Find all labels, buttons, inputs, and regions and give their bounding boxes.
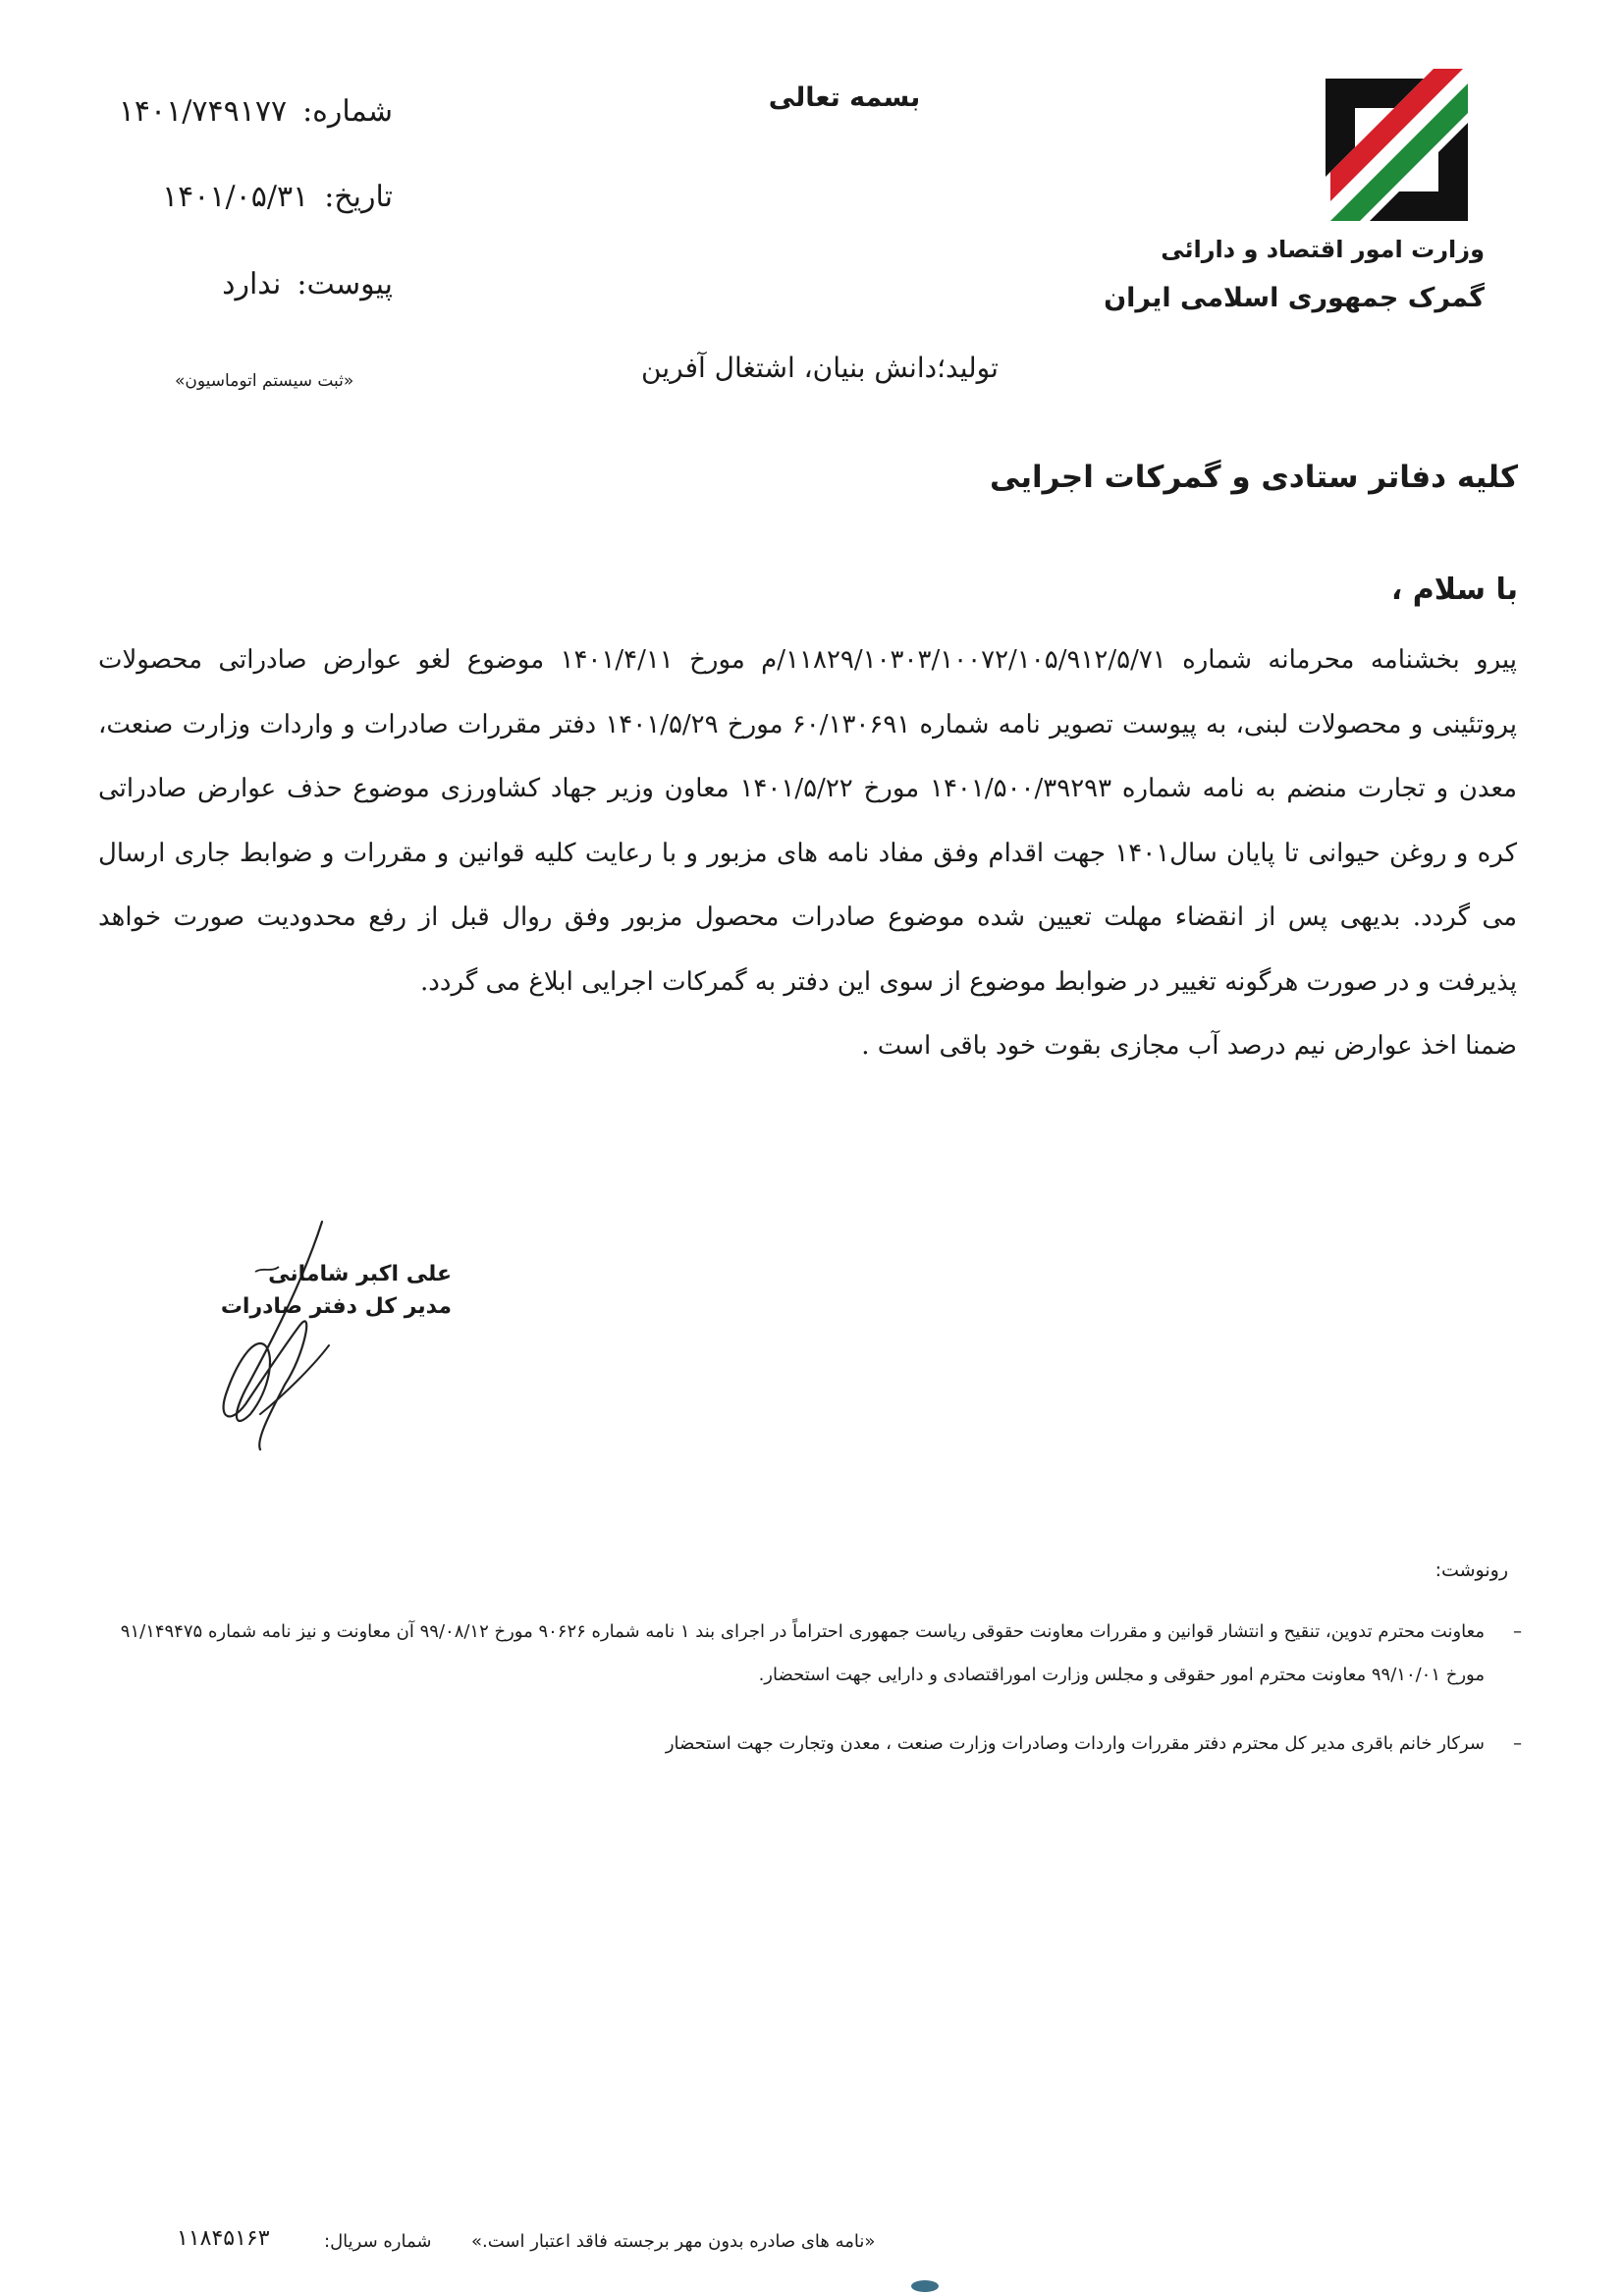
date-label: تاریخ:: [324, 180, 393, 214]
ministry-name: وزارت امور اقتصاد و دارائی: [1161, 236, 1485, 263]
letter-attachment: [59, 267, 393, 301]
greeting: با سلام ،: [1390, 573, 1518, 607]
body-paragraph: پیرو بخشنامه محرمانه شماره ۱۱۸۲۹/۱۰۳۰۳/۱۰۰۷۲/۱۰۵/۹۱۲/۵/۷۱/م مورخ ۱۴۰۱/۴/۱۱ موضوع لغو عوارض صادراتی محصولات پروتئینی و محصولات لبنی، به پیوست تصویر نامه شماره ۶۰/۱۳۰۶۹۱ مورخ ۱۴۰۱/۵/۲۹ دفتر مقررات صادرات و واردات وزارت صنعت، معدن و تجارت منضم به نامه شماره ۱۴۰۱/۵۰۰/۳۹۲۹۳ مورخ ۱۴۰۱/۵/۲۲ معاون وزیر جهاد کشاورزی موضوع حذف عوارض صادراتی کره و روغن حیوانی تا پایان سال۱۴۰۱ جهت اقدام وفق مفاد نامه های مزبور و با رعایت کلیه قوانین و مقررات و ضوابط جاری ارسال می گردد. بدیهی پس از انقضاء مهلت تعیین شده موضوع صادرات محصول مزبور وفق روال قبل از رفع محدودیت صورت خواهد پذیرفت و در صورت هرگونه تغییر در ضوابط موضوع از سوی این دفتر به گمرکات اجرایی ابلاغ می گردد.: [98, 645, 1518, 997]
letter-body: [98, 629, 1517, 1079]
attachment-value: ندارد: [222, 267, 282, 301]
number-label: شماره:: [302, 94, 393, 129]
cc-item: [108, 1722, 1522, 1766]
cc-item: [108, 1611, 1522, 1697]
signature-scribble: [206, 1218, 461, 1453]
cc-dash: –: [1513, 1733, 1522, 1754]
number-value: ۱۴۰۱/۷۴۹۱۷۷: [118, 94, 288, 129]
body-note: ضمنا اخذ عوارض نیم درصد آب مجازی بقوت خود باقی است .: [861, 1031, 1517, 1061]
date-value: ۱۴۰۱/۰۵/۳۱: [162, 180, 309, 214]
automation-registration: «ثبت سیستم اتوماسیون»: [175, 371, 354, 391]
serial-label: شماره سریال:: [324, 2231, 432, 2252]
cc-item-text: سرکار خانم باقری مدیر کل محترم دفتر مقررات واردات وصادرات وزارت صنعت ، معدن وتجارت جهت استحضار: [665, 1733, 1485, 1754]
recipient: کلیه دفاتر ستادی و گمرکات اجرایی: [989, 460, 1518, 495]
letter-date: [59, 180, 393, 214]
signer-title: مدیر کل دفتر صادرات: [220, 1294, 452, 1319]
cc-label: رونوشت:: [1435, 1559, 1508, 1581]
customs-logo: [1316, 69, 1478, 231]
bismillah: بسمه تعالی: [768, 82, 921, 113]
customs-name: گمرک جمهوری اسلامی ایران: [1104, 283, 1485, 313]
cc-list: [108, 1611, 1522, 1791]
letter-number: [59, 94, 393, 129]
motto: تولید؛دانش بنیان، اشتغال آفرین: [641, 352, 999, 384]
stamp-dot: [911, 2280, 939, 2292]
signer-name: علی اکبر شامانی: [268, 1262, 452, 1286]
validity-note: «نامه های صادره بدون مهر برجسته فاقد اعتبار است.»: [471, 2231, 876, 2252]
attachment-label: پیوست:: [297, 267, 393, 301]
cc-item-text: معاونت محترم تدوین، تنقیح و انتشار قوانین و مقررات معاونت حقوقی ریاست جمهوری احتراماً در اجرای بند ۱ نامه شماره ۹۰۶۲۶ مورخ ۹۹/۰۸/۱۲ آن معاونت و نیز نامه شماره ۹۱/۱۴۹۴۷۵ مورخ ۹۹/۱۰/۰۱ معاونت محترم امور حقوقی و مجلس وزارت اموراقتصادی و دارایی جهت استحضار.: [120, 1621, 1485, 1685]
serial-value: ۱۱۸۴۵۱۶۳: [177, 2226, 270, 2251]
cc-dash: –: [1513, 1621, 1522, 1642]
